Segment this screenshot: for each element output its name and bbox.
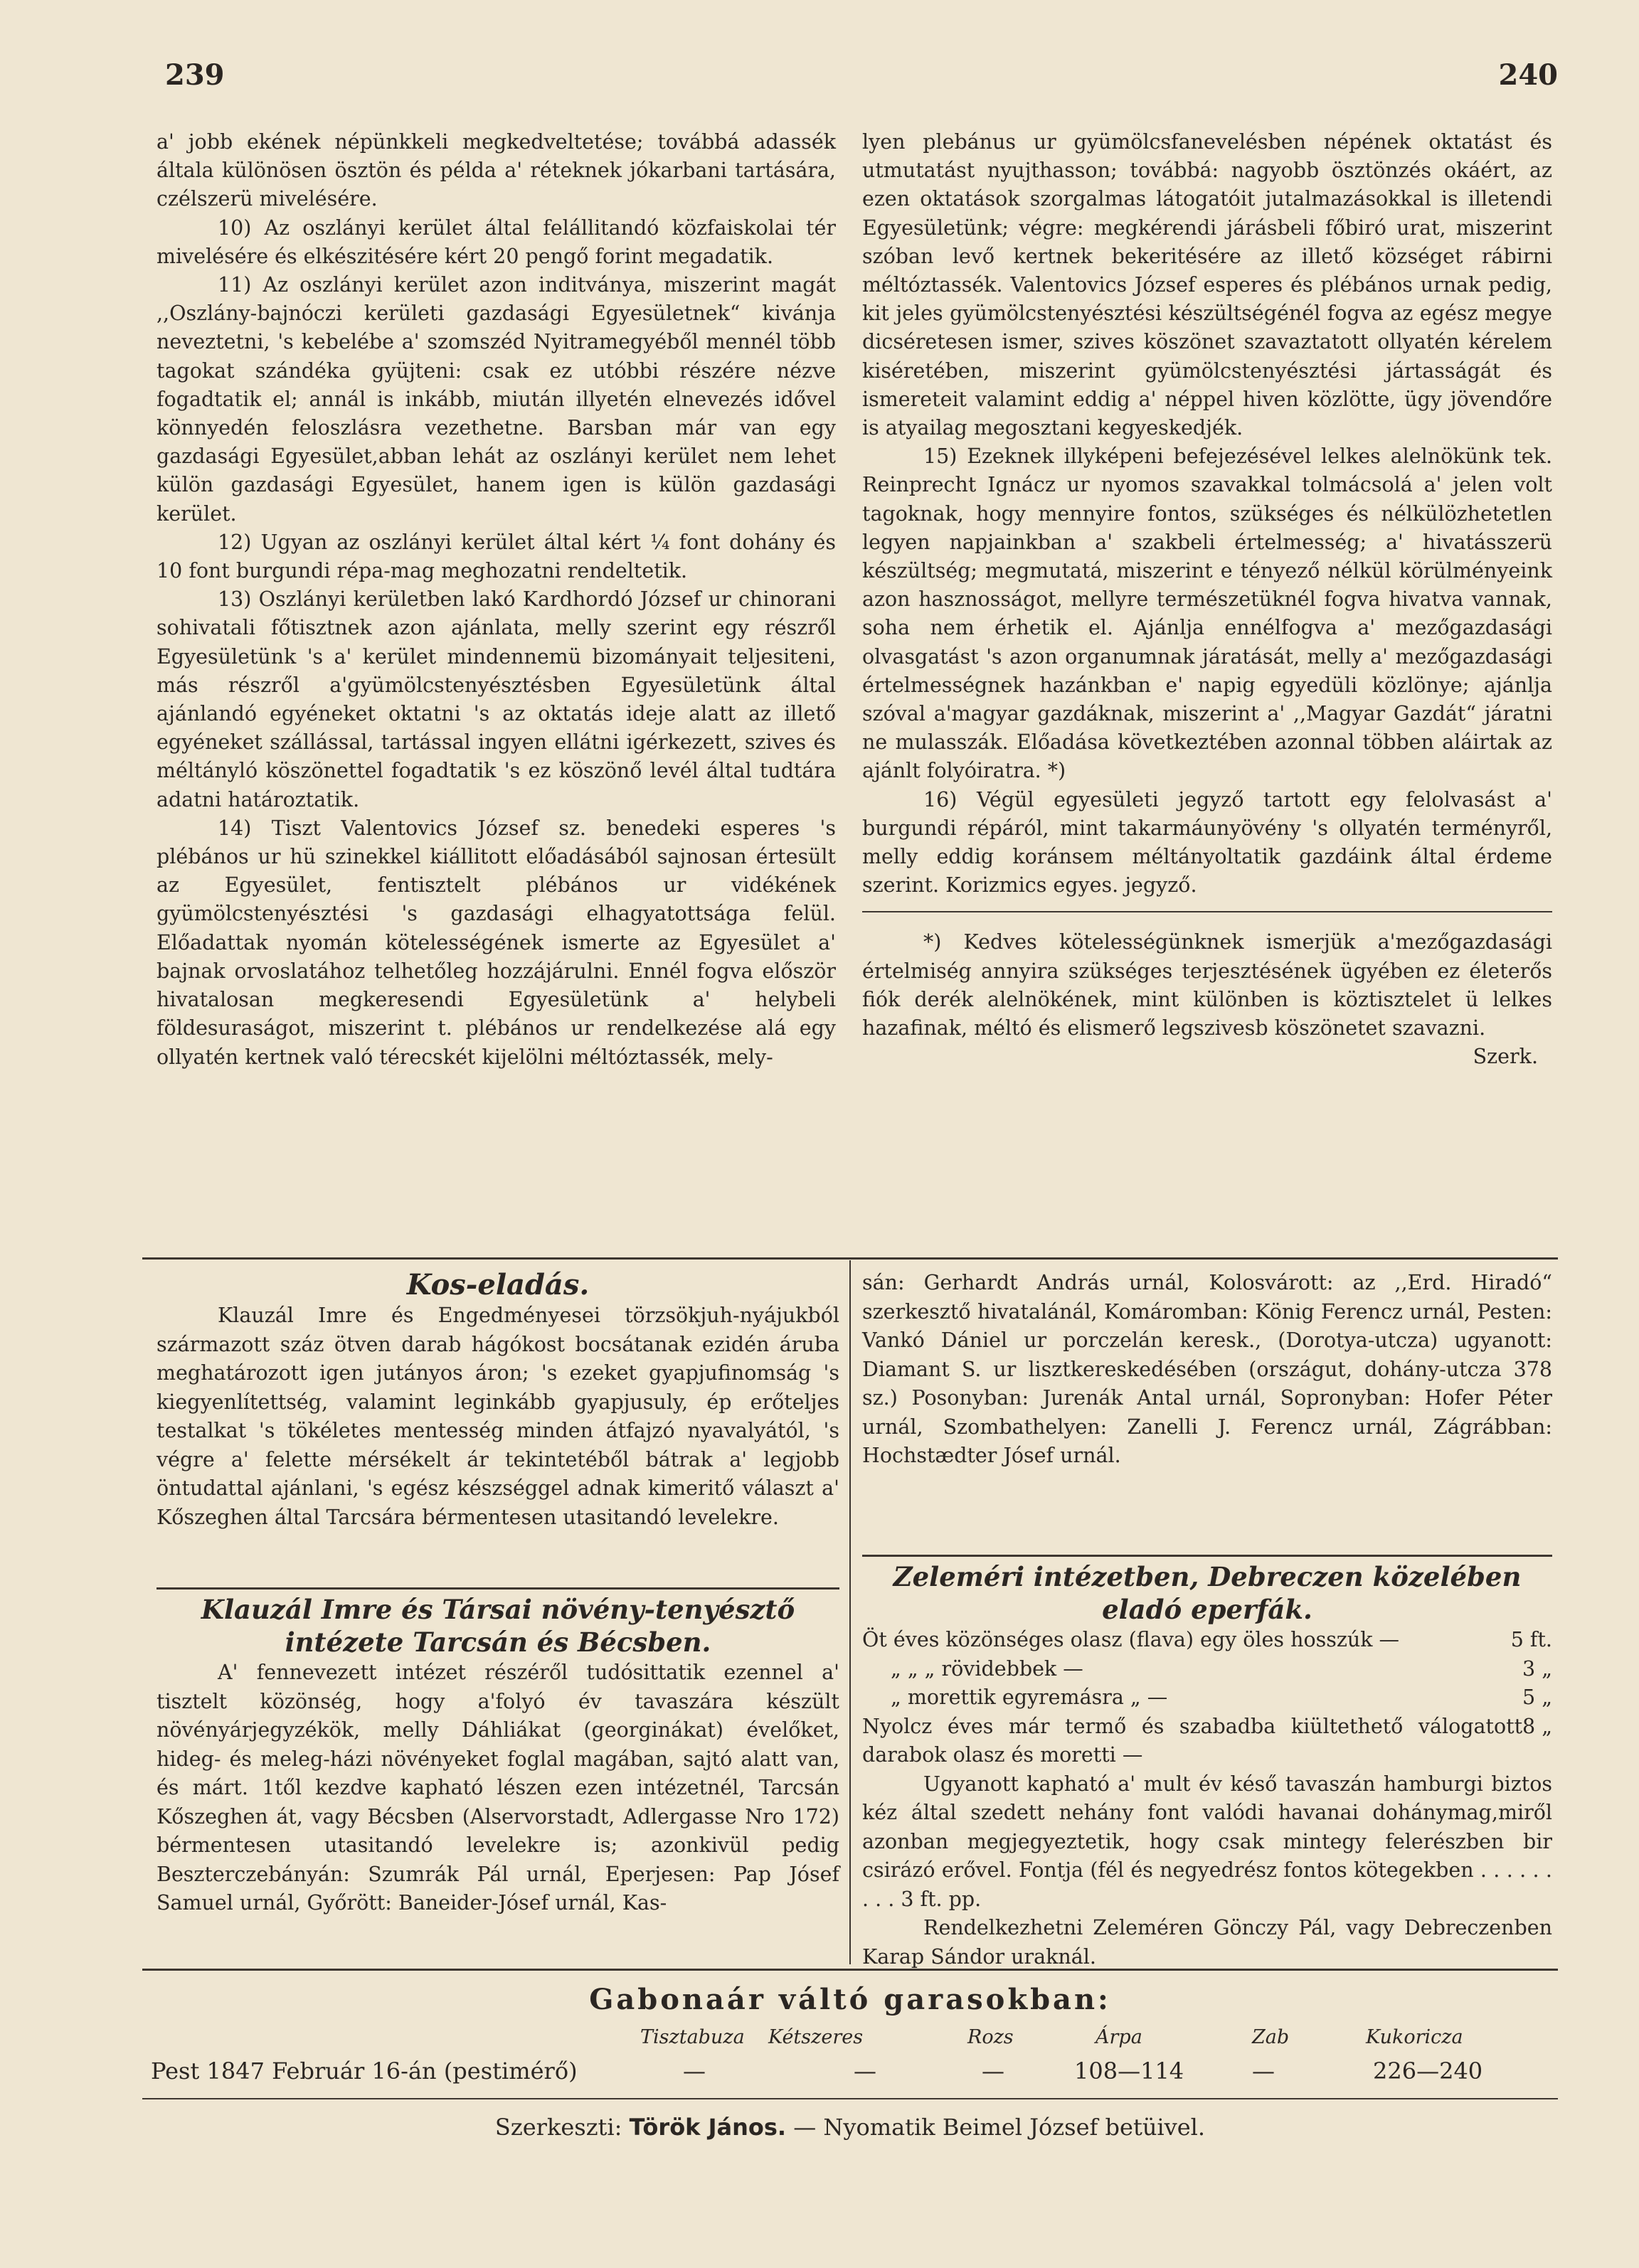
footnote-text: *) Kedves kötelességünknek ismerjük a'mezőgazdasági értelmiség annyira szükséges terjesztésének ügyében ez életerős fiók derék alelnökének, mint különben is köztisztelet ü lelkes hazafinak, méltó és elismerő legszivesb köszönetet szavazni. (862, 930, 1552, 1040)
grain-header: Rozs (967, 2026, 1014, 2048)
price-label: „ „ „ rövidebbek — (891, 1656, 1083, 1681)
paragraph: 14) Tiszt Valentovics József sz. benedeki esperes 's plébános ur hü szinekkel kiállitott előadásából sajnosan értesült az Egyesület, fentisztelt plébános ur vidékének gyümölcstenyésztési 's gazdasági elhagyatottsága felül. Előadattak nyomán kötelességének ismerte az Egyesület a' bajnak orvoslatához telhetőleg hozzájárulni. Ennél fogva először hivatalosan megkeresendi Egyesületünk a' helybeli földesuraságot, miszerint t. plébános ur rendelkezése alá egy ollyatén kertnek való térecskét kijelölni méltóztassék, mely- (157, 816, 836, 1069)
section-divider (142, 1257, 1558, 1260)
ad-title: Klauzál Imre és Társai növény-tenyésztő intézete Tarcsán és Bécsben. (201, 1594, 795, 1658)
imprint-editor: Török János. (629, 2114, 787, 2141)
paragraph: a' jobb ekének népünkkeli megkedveltetése; továbbá adassék általa különösen ösztön és példa a' réteknek jókarbani tartására, czélszerü mivelésére. (157, 130, 836, 211)
grain-value: 226—240 (1373, 2057, 1483, 2085)
grain-value: — (1252, 2057, 1275, 2085)
paragraph: 16) Végül egyesületi jegyző tartott egy felolvasást a' burgundi répáról, mint takarmáunyövény 's ollyatén terményről, melly eddig koránsem méltányoltatik gazdáink által érdeme szerint. Korizmics egyes. jegyző. (862, 787, 1552, 898)
price-value: 8 „ (1522, 1714, 1552, 1738)
right-column (862, 128, 1552, 1072)
price-label: Nyolcz éves már termő és szabadba kiültethető válogatott darabok olasz és moretti — (862, 1714, 1523, 1767)
imprint-label: Szerkeszti: (494, 2114, 622, 2141)
paragraph: 11) Az oszlányi kerület azon inditványa, miszerint magát ,,Oszlány-bajnóczi kerületi gazdasági Egyesületnek“ kivánja neveztetni, 's kebelébe a' szomszéd Nyitramegyéből mennél több tagokat szándéka gyüjteni: csak ez utóbbi részére nézve fogadtatik el; annál is inkább, miután illyetén elnevezés idővel könnyedén feloszlásra vezethetne. Barsban már van egy gazdasági Egyesület,abban lehát az oszlányi kerület nem lehet külön gazdasági Egyesület, hanem igen is külön gazdasági kerület. (157, 273, 836, 526)
paragraph: lyen plebánus ur gyümölcsfanevelésben népének oktatást és utmutatást nyujthasson; továbbá: nagyobb ösztönzés okáért, az ezen oktatások szorgalmas látogatóit jutalmazásokkal is illetendi Egyesületünk; végre: megkérendi járásbeli főbiró urat, miszerint szóban levő kertnek bekeritésére az illető községet rábirni méltóztassék. Valentovics József esperes és plébános urnak pedig, kit jeles gyümölcstenyésztési készültségénél fogva az egész megye dicséretesen ismer, szives köszönet szavaztatott ollyatén kérelem kiséretében, miszerint gyümölcstenyésztési jártasságát és ismereteit valamint eddig a' néppel hiven közlötte, ügy jövendőre is atyailag megosztani kegyeskedjék. (862, 130, 1552, 440)
paragraph: 10) Az oszlányi kerület által felállitandó közfaiskolai tér mivelésére és elkészitésére kért 20 pengő forint megadatik. (157, 215, 836, 268)
price-line (862, 1626, 1552, 1655)
ad-text: Klauzál Imre és Engedményesei törzsökjuh-nyájukból származott száz ötven darab hágókost bocsátanak ezidén áruba meghatározott igen jutányos áron; 's ezeket gyapjufinomság 's kiegyenlítettség, valamint leginkább gyapjusuly, ép erőteljes testalkat 's tökéletes mentesség minden átfajzó nyavalyától, 's végre a' felette mérsékelt ár tekintetéből bátrak a' legjobb öntudattal ajánlani, 's egész készséggel adnak kimeritő választ a' Kőszeghen által Tarcsára bérmentesen utasitandó levelekre. (157, 1304, 839, 1529)
ad-text: sán: Gerhardt András urnál, Kolosvárott: az ,,Erd. Hiradó“ szerkesztő hivatalánál, Komáromban: König Ferencz urnál, Pesten: Vankó Dániel ur porczelán keresk., (Dorotya-utcza) ugyanott: Diamant S. ur lisztkereskedésében (országut, dohány-utcza 378 sz.) Posonyban: Jurenák Antal urnál, Sopronyban: Hofer Péter urnál, Szombathelyen: Zanelli J. Ferencz urnál, Zágrábban: Hochstædter Jósef urnál. (862, 1271, 1552, 1467)
grain-header: Kétszeres (768, 2026, 864, 2048)
price-line (862, 1683, 1552, 1713)
ad-title: Zeleméri intézetben, Debreczen közelében eladó eperfák. (893, 1561, 1522, 1625)
grain-value: — (854, 2057, 876, 2085)
grain-row-label: Pest 1847 Február 16-án (pestimérő) (151, 2057, 578, 2085)
grain-header: Zab (1252, 2026, 1290, 2048)
price-line (862, 1655, 1552, 1684)
ad-text: Ugyanott kapható a' mult év késő tavaszán hamburgi biztos kéz által szedett nehány font valódi havanai dohánymag,miről azonban megjegyeztetik, hogy csak mintegy felerészben bir csirázó erővel. Fontja (fél és negyedrész fontos kötegekben . . . . . . . . . 3 ft. pp. (862, 1772, 1552, 1911)
ad-nursery (157, 1593, 839, 1918)
grain-value: 108—114 (1074, 2057, 1184, 2085)
ad-nursery-continued (862, 1269, 1552, 1471)
grain-value: — (683, 2057, 706, 2085)
grain-header: Tisztabuza (640, 2026, 745, 2048)
page-number-right: 240 (1498, 58, 1558, 92)
grain-table-body (142, 2016, 1558, 2109)
price-line (862, 1713, 1552, 1770)
ad-ram-sale (157, 1269, 839, 1532)
ad-divider (157, 1587, 839, 1590)
column-divider (849, 1260, 851, 1964)
grain-table-title: Gabonaár váltó garasokban: (589, 1983, 1111, 2016)
grain-price-table (142, 1983, 1558, 2109)
grain-header: Árpa (1096, 2026, 1142, 2048)
left-column (157, 128, 836, 1072)
ad-text: Rendelkezhetni Zeleméren Gönczy Pál, vagy Debreczenben Karap Sándor uraknál. (862, 1916, 1552, 1969)
paragraph: 13) Oszlányi kerületben lakó Kardhordó József ur chinorani sohivatali főtisztnek azon ajánlata, melly szerint egy részről Egyesületünk 's a' kerület mindennemü bizományait teljesiteni, más részről a'gyümölcstenyésztésben Egyesületünk által ajánlandó egyéneket oktatni 's az oktatás ideje alatt az illető egyéneket szállással, tartással ingyen ellátni igérkezett, szives és méltányló köszönettel fogadtatik 's ez köszönő levél által tudtára adatni határoztatik. (157, 587, 836, 811)
grain-header: Kukoricza (1366, 2026, 1463, 2048)
ad-divider (862, 1555, 1552, 1557)
imprint (142, 2114, 1558, 2141)
page-number-left: 239 (165, 58, 225, 92)
ad-text: A' fennevezett intézet részéről tudósittatik ezennel a' tisztelt közönség, hogy a'folyó év tavaszára készült növényárjegyzékök, melly Dáhliákat (georginákat) évelőket, hideg- és meleg-házi növényeket foglal magában, sajtó alatt van, és márt. 1től kezdve kapható lészen ezen intézetnél, Tarcsán Kőszeghen át, vagy Bécsben (Alservorstadt, Adlergasse Nro 172) bérmentesen utasitandó levelekre is; azonkivül pedig Beszterczebányán: Szumrák Pál urnál, Eperjesen: Pap Jósef Samuel urnál, Győrött: Baneider-Jósef urnál, Kas- (157, 1661, 839, 1915)
ad-title: Kos-eladás. (406, 1268, 590, 1301)
price-label: „ morettik egyremásra „ — (891, 1686, 1168, 1709)
price-label: Öt éves közönséges olasz (flava) egy öles hosszúk — (862, 1628, 1400, 1651)
footnote (862, 911, 1552, 1071)
grain-value: — (982, 2057, 1004, 2085)
ad-mulberry (862, 1560, 1552, 1971)
footnote-signature: Szerk. (1473, 1045, 1538, 1069)
price-value: 5 „ (1522, 1686, 1552, 1709)
paragraph: 12) Ugyan az oszlányi kerület által kért ¼ font dohány és 10 font burgundi répa-mag meghozatni rendeltetik. (157, 530, 836, 583)
paragraph: 15) Ezeknek illyképeni befejezésével lelkes alelnökünk tek. Reinprecht Ignácz ur nyomos szavakkal tolmácsolá a' jelen volt tagoknak, hogy mennyire fontos, szükséges és nélkülözhetetlen legyen napjainkban a' szakbeli értelmesség; a' hivatásszerü készültség; megmutatá, miszerint e tényező nélkül körülményeink azon hasznosságot, mellyre természetüknél fogva hivatva vannak, soha nem érhetik el. Ajánlja ennélfogva a' mezőgazdasági olvasgatást 's azon organumnak járatását, melly a' mezőgazdasági értelmességnek hazánkban e' napig egyedüli közlönye; ajánlja szóval a'magyar gazdáknak, miszerint a' ,,Magyar Gazdát“ járatni ne mulasszák. Előadása következtében azonnal többen aláirtak az ajánlt folyóiratra. *) (862, 444, 1552, 783)
imprint-printer: — Nyomatik Beimel József betüivel. (793, 2114, 1206, 2141)
price-value: 3 „ (1522, 1656, 1552, 1681)
price-value: 5 ft. (1510, 1628, 1552, 1651)
